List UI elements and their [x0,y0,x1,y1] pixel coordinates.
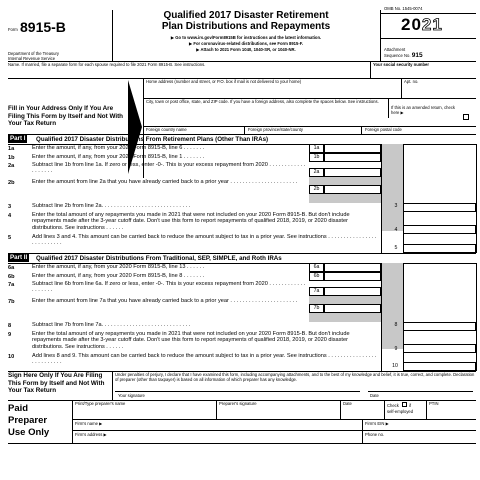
line-6a-text: Enter the amount, if any, from your 2020 Form 8915-B, line 13 . . . . . . [32,264,205,270]
line-5-text: Add lines 3 and 4. This amount can be carried back to reduce the amount subject to tax in a prior year. See instructions . . . . . . . . . . . . . . . . . . . . . . . . . . [32,234,377,247]
line-7b-input[interactable] [324,304,381,313]
line-1a-box: 1a [309,144,324,153]
penalty-statement: Under penalties of perjury, I declare that I have examined this form, including accompanying attachments, and to the best of my knowledge and belief, it is true, correct, and complete. Declaration of preparer (other than taxpayer) is based on all information of which preparer has any knowledge. [115,372,475,382]
line-1a-number: 1a [8,146,15,152]
ssn-field[interactable] [372,68,476,78]
preparer-heading-preparer: Preparer [8,415,48,426]
tax-year [401,16,443,34]
part1-label: Part I [10,135,26,142]
home-address-label: Home address (number and street, or P.O. box if mail is not delivered to your home) [146,79,302,84]
foreign-province-label: Foreign province/state/county [248,127,303,132]
preparer-name-label: Print/Type preparer's name [75,401,126,406]
form-title-line1: Qualified 2017 Disaster Retirement [163,10,329,21]
line-3-box: 3 [394,203,398,209]
line-5-box: 5 [394,245,398,251]
line-2b-input[interactable] [324,185,381,194]
coronavirus-note: ▶ For coronavirus-related distributions, see Form 8915-F. [189,41,303,46]
line-1b-input[interactable] [324,153,381,162]
firm-address-label: Firm's address ▶ [75,432,107,437]
if-label: if [409,403,412,408]
your-signature-label: Your signature [118,393,145,398]
line-7a-input[interactable] [324,287,381,296]
year-suffix: 21 [421,15,443,34]
preparer-heading-paid: Paid [8,403,29,414]
line-2b-number: 2b [8,180,15,186]
line-4-input[interactable] [403,225,476,234]
line-2b-box: 2b [309,185,324,194]
line-2a-box: 2a [309,168,324,177]
form-title-line2: Plan Distributions and Repayments [161,21,331,32]
foreign-country-label: Foreign country name [146,127,187,132]
sequence-number: 915 [411,52,423,59]
line-7a-box: 7a [309,287,324,296]
line-2a-text: Subtract line 1b from line 1a. If zero or less, enter -0-. This is your excess repayment from 2020 . . . . . . . . . . . . . . . . . . . [32,162,306,175]
instructions-url[interactable]: ▶ Go to www.irs.gov/Form8915B for instructions and the latest information. [170,35,322,40]
firm-name-label: Firm's name ▶ [75,421,103,426]
line-6b-text: Enter the amount, if any, from your 2020 Form 8915-B, line 8 . . . . . . . [32,273,205,279]
line-2a-input[interactable] [324,168,381,177]
line-3-text: Subtract line 2b from line 2a. . . . . . . . . . . . . . . . . . . . . . . . . . . . . [32,203,191,209]
home-address-field[interactable] [145,85,399,96]
self-employed-checkbox[interactable] [402,402,407,407]
preparer-date-field[interactable] [342,407,382,416]
part2-title: Qualified 2017 Disaster Distributions From Traditional, SEP, SIMPLE, and Roth IRAs [36,255,282,262]
preparer-signature-label: Preparer's signature [219,401,257,406]
name-label: Name. If married, file a separate form for each spouse required to file 2021 Form 8915-B. See instructions. [8,62,206,67]
line-8-number: 8 [8,323,12,329]
line-9-box: 9 [394,346,398,352]
line-3-input[interactable] [403,203,476,212]
attach-note: ▶ Attach to 2021 Form 1040, 1040-SR, or 1040-NR. [196,47,296,52]
preparer-name-field[interactable] [74,407,214,416]
year-prefix: 20 [401,15,422,34]
line-6a-input[interactable] [324,263,381,272]
line-3-number: 3 [8,204,12,210]
line-1b-box: 1b [309,153,324,162]
line-9-text: Enter the total amount of any repayments you made in 2021 that were not included on your 2020 Form 8915-B. But don't include repayments made after the 3-year cutoff date. Don't use this form to report repayments of qualified 2018, 2019, or 2020 disaster distributions. See instructions . . . . . . [32,331,350,350]
line-6b-input[interactable] [324,272,381,281]
sequence-label [384,53,423,58]
apt-label: Apt. no. [404,79,419,84]
preparer-signature-field[interactable] [218,407,338,416]
phone-label: Phone no. [365,432,385,437]
line-10-box: 10 [392,363,398,369]
preparer-date-label: Date [343,401,352,406]
irs-label: Internal Revenue Service [8,56,56,61]
self-employed-label: self-employed [387,409,414,414]
line-8-box: 8 [394,322,398,328]
firm-ein-field[interactable] [398,420,474,428]
line-4-number: 4 [8,213,12,219]
line-1a-text: Enter the amount, if any, from your 2020 Form 8915-B, line 6 . . . . . . . [32,145,205,151]
preparer-heading-use-only: Use Only [8,427,50,438]
amended-checkbox[interactable] [463,114,469,120]
part2-label: Part II [10,254,28,261]
line-6b-number: 6b [8,274,15,280]
line-9-number: 9 [8,332,12,338]
line-2b-text: Enter the amount from line 2a that you have already carried back to a prior year . . . . . . . . . . . . . . . . . . . . . . [32,179,298,185]
ptin-label: PTIN [429,401,439,406]
line-8-text: Subtract line 7b from line 7a. . . . . . . . . . . . . . . . . . . . . . . . . . . . . [32,322,191,328]
line-6a-number: 6a [8,265,15,271]
line-7a-number: 7a [8,282,15,288]
your-signature-field[interactable] [115,382,360,392]
line-5-input[interactable] [403,244,476,253]
line-4-box: 4 [394,227,398,233]
line-6b-box: 6b [309,272,324,281]
check-label: Check [387,403,399,408]
name-field[interactable] [8,68,368,78]
line-4-text: Enter the total amount of any repayments you made in 2021 that were not included on your 2020 Form 8915-B. But don't include repayments made after the 3-year cutoff date. Don't use this form to report repayments of qualified 2018, 2019, or 2020 disaster distributions. See instructions . . . . . . [32,212,350,231]
amended-label: If this is an amended return, check here ▶ [391,105,456,115]
firm-ein-label: Firm's EIN ▶ [365,421,389,426]
line-1b-number: 1b [8,155,15,161]
sequence-text: Sequence No. [384,53,411,58]
ptin-field[interactable] [428,407,474,416]
sign-date-field[interactable] [368,382,473,392]
part1-title: Qualified 2017 Disaster Distributions From Retirement Plans (Other Than IRAs) [36,136,269,143]
line-7b-number: 7b [8,299,15,305]
form-number: 8915-B [20,19,66,35]
line-7b-text: Enter the amount from line 7a that you have already carried back to a prior year . . . . . . . . . . . . . . . . . . . . . . [32,298,298,304]
form-page [8,5,476,477]
city-label: City, town or post office, state, and ZIP code. If you have a foreign address, also complete the spaces below. See instructions. [146,99,379,104]
attachment-label: Attachment [384,47,406,52]
line-2a-number: 2a [8,163,15,169]
city-field[interactable] [145,111,385,125]
dept-label: Department of the Treasury [8,51,59,56]
firm-name-field[interactable] [108,420,360,428]
apt-field[interactable] [403,85,475,96]
foreign-postal-label: Foreign postal code [365,127,402,132]
line-6a-box: 6a [309,263,324,272]
line-8-input[interactable] [403,322,476,331]
line-7a-text: Subtract line 6b from line 6a. If zero or less, enter -0-. This is your excess repayment from 2020 . . . . . . . . . . . . . . . . . . . [32,281,306,294]
address-instruction: Fill in Your Address Only If You Are Filing This Form by Itself and Not With Your Tax Return [8,105,124,128]
line-1a-input[interactable] [324,144,381,153]
form-label: Form [8,27,18,32]
sign-date-label: Date [370,393,379,398]
omb-number: OMB No. 1545-0074 [384,6,423,11]
line-1b-text: Enter the amount, if any, from your 2020 Form 8915-B, line 1 . . . . . . . [32,154,205,160]
preparer-heading [8,403,49,439]
line-10-text: Add lines 8 and 9. This amount can be carried back to reduce the amount subject to tax in a prior year. See instructions . . . . . . . . . . . . . . . . . . . . . . . . . . [32,353,377,366]
line-10-number: 10 [8,354,15,360]
line-5-number: 5 [8,235,12,241]
line-10-input[interactable] [403,362,476,371]
sign-here-heading: Sign Here Only If You Are Filing This Form by Itself and Not With Your Tax Return [8,372,105,395]
line-9-input[interactable] [403,344,476,353]
ssn-label: Your social security number [373,62,430,67]
phone-field[interactable] [393,431,474,441]
firm-address-field[interactable] [116,431,360,441]
line-7b-box: 7b [309,304,324,313]
